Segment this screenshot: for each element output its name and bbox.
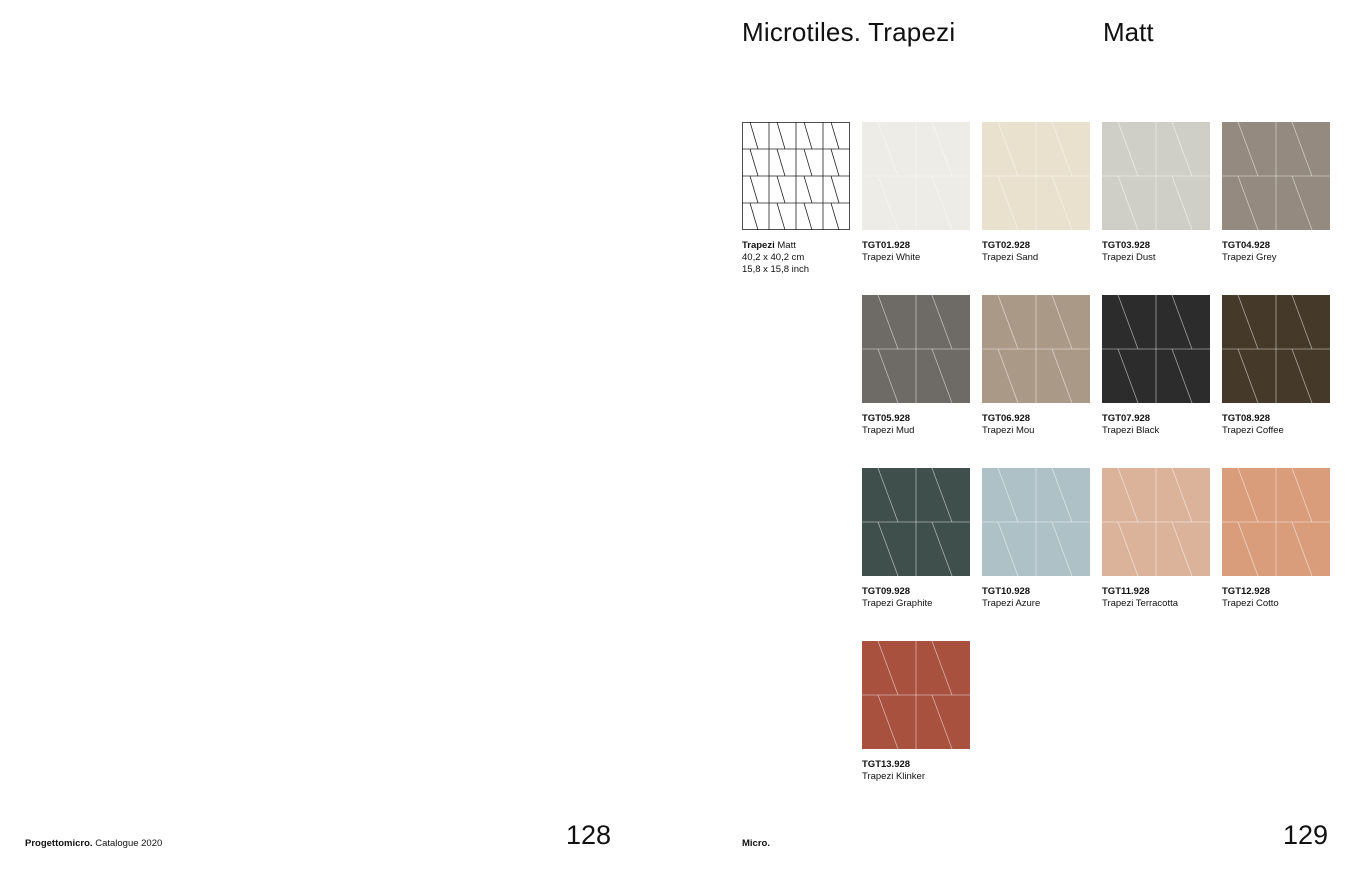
tile-code: TGT11.928 [1102, 586, 1150, 597]
tile-code: TGT03.928 [1102, 240, 1151, 251]
tile-swatch [1222, 122, 1330, 230]
tile-caption [862, 586, 980, 610]
tile-code: TGT10.928 [982, 586, 1031, 597]
tile-caption [982, 240, 1100, 264]
tile-name: Trapezi Mou [982, 425, 1035, 436]
pattern-drawing [742, 122, 850, 230]
spec-size-inch: 15,8 x 15,8 inch [742, 264, 810, 275]
tile-swatch [862, 468, 970, 576]
tile-swatch [862, 641, 970, 749]
finish-title: Matt [1103, 17, 1154, 47]
page-title: Microtiles. Trapezi [742, 17, 956, 47]
tile-name: Trapezi Klinker [862, 771, 926, 782]
tile-caption [1102, 240, 1220, 264]
tile-code: TGT09.928 [862, 586, 911, 597]
tile-code: TGT08.928 [1222, 413, 1271, 424]
tile-code: TGT06.928 [982, 413, 1031, 424]
tile-name: Trapezi Cotto [1222, 598, 1279, 609]
tile-swatch [982, 122, 1090, 230]
tile-name: Trapezi Grey [1222, 252, 1277, 263]
tile-caption [862, 413, 980, 437]
tile-name: Trapezi Graphite [862, 598, 933, 609]
tile-code: TGT13.928 [862, 759, 911, 770]
pattern-drawing-svg [742, 122, 850, 230]
tile-swatch [862, 122, 970, 230]
tile-name: Trapezi Terracotta [1102, 598, 1179, 609]
tile-code: TGT05.928 [862, 413, 911, 424]
tile-code: TGT02.928 [982, 240, 1031, 251]
tile-code: TGT12.928 [1222, 586, 1271, 597]
tile-swatch [982, 468, 1090, 576]
footer-left [25, 838, 162, 849]
footer-brand: Progettomicro. [25, 838, 93, 849]
page-number-left: 128 [566, 820, 612, 850]
tile-name: Trapezi Dust [1102, 252, 1156, 263]
tile-caption [1102, 586, 1220, 610]
tile-caption [1222, 240, 1340, 264]
tile-caption [1222, 586, 1340, 610]
tile-name: Trapezi Azure [982, 598, 1041, 609]
tile-name: Trapezi Coffee [1222, 425, 1284, 436]
tile-swatch [862, 295, 970, 403]
tile-swatch [1102, 468, 1210, 576]
tile-caption [862, 240, 980, 264]
spec-name: Trapezi [742, 240, 775, 251]
tile-name: Trapezi Black [1102, 425, 1160, 436]
tile-caption [1222, 413, 1340, 437]
tile-swatch [1102, 122, 1210, 230]
tile-name: Trapezi White [862, 252, 921, 263]
footer-section: Micro. [742, 838, 770, 849]
tile-caption [1102, 413, 1220, 437]
footer-catalogue: Catalogue 2020 [95, 838, 163, 849]
spec-size-cm: 40,2 x 40,2 cm [742, 252, 805, 263]
tile-caption [982, 413, 1100, 437]
tile-swatch [1222, 468, 1330, 576]
tile-code: TGT07.928 [1102, 413, 1151, 424]
pattern-spec [742, 240, 860, 276]
tile-caption [862, 759, 980, 783]
tile-swatch [1222, 295, 1330, 403]
tile-caption [982, 586, 1100, 610]
page-number-right: 129 [1283, 820, 1329, 850]
tile-name: Trapezi Mud [862, 425, 915, 436]
tile-name: Trapezi Sand [982, 252, 1039, 263]
tile-swatch [1102, 295, 1210, 403]
spec-finish: Matt [777, 240, 796, 251]
tile-code: TGT04.928 [1222, 240, 1271, 251]
tile-code: TGT01.928 [862, 240, 911, 251]
tile-swatch [982, 295, 1090, 403]
